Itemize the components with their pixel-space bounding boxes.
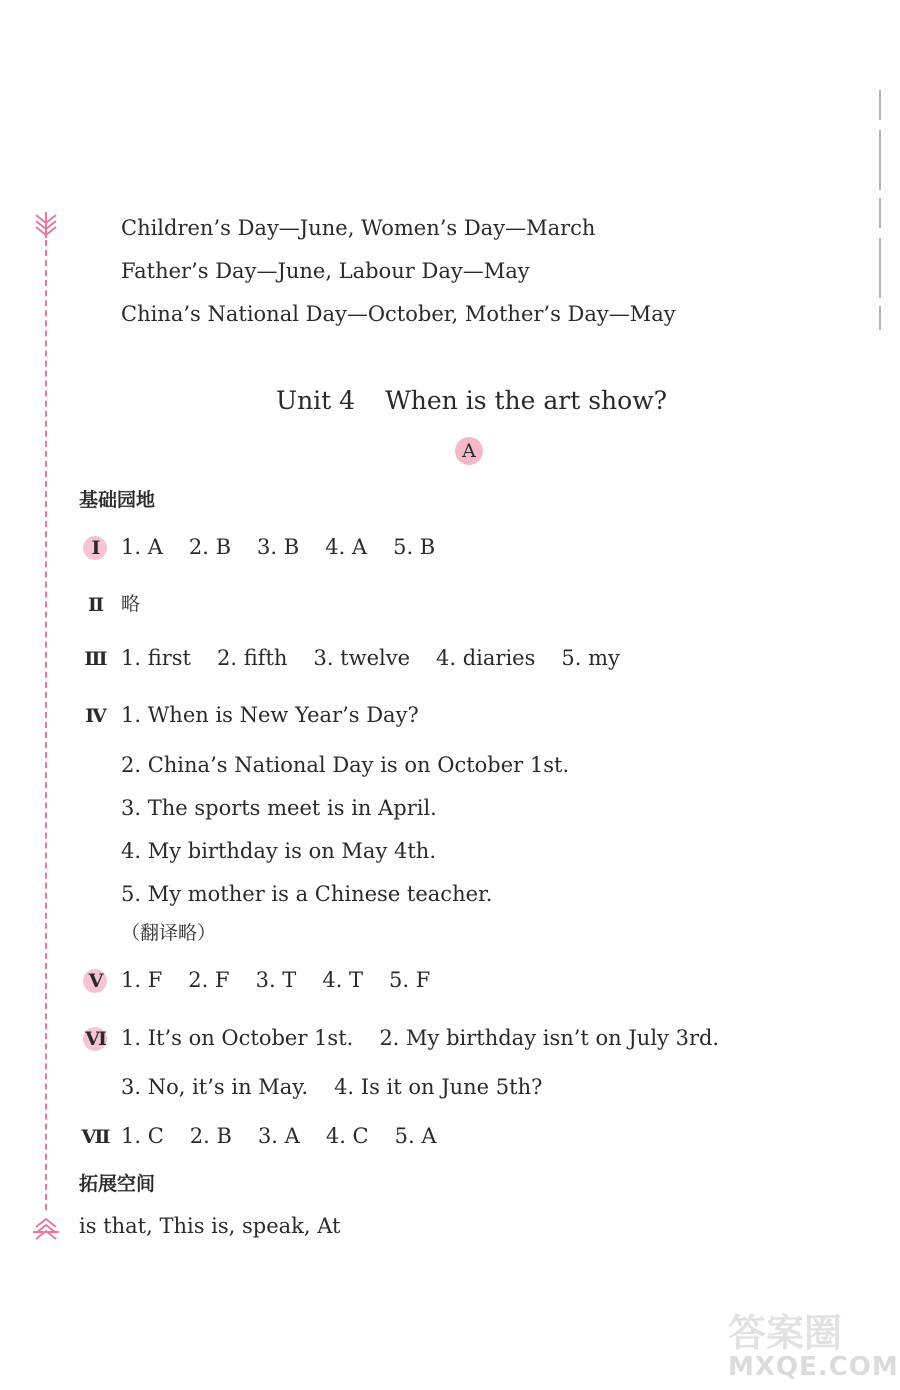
answer-item: 1. It’s on October 1st. [121, 1026, 354, 1050]
roman-numeral: Ⅳ [85, 705, 107, 727]
section-heading-extension: 拓展空间 [79, 1173, 156, 1195]
answer-item: 2. F [188, 968, 230, 992]
answer-line: 3. The sports meet is in April. [121, 796, 437, 820]
answer-item: 2. B [188, 535, 232, 559]
roman-numeral: Ⅰ [91, 537, 101, 559]
question-marker [81, 591, 111, 619]
answer-line: 4. My birthday is on May 4th. [121, 839, 436, 863]
unit-label: Unit 4 [276, 386, 356, 415]
section-heading-basic: 基础园地 [79, 489, 156, 511]
answer-item: 3. B [257, 535, 300, 559]
roman-numeral: Ⅶ [81, 1126, 111, 1148]
answer-item: 5. my [561, 646, 620, 670]
answer-item: 5. B [393, 535, 436, 559]
answer-row [121, 537, 435, 558]
answer-line: 5. My mother is a Chinese teacher. [121, 882, 493, 906]
answer-item: 1. A [121, 535, 163, 559]
answer-row [121, 648, 620, 669]
page-edge-mark [878, 90, 882, 330]
answer-line: 1. When is New Year’s Day? [121, 703, 419, 727]
answer-item: 1. first [121, 646, 191, 670]
answer-line: Children’s Day—June, Women’s Day—March [121, 216, 596, 240]
answer-item: 2. fifth [216, 646, 288, 670]
answer-item: 3. T [255, 968, 297, 992]
answer-item: 4. diaries [436, 646, 536, 670]
answer-item: 2. B [189, 1124, 232, 1148]
level-badge: A [455, 437, 483, 465]
question-marker [81, 702, 111, 730]
answer-line: 略 [121, 593, 141, 615]
roman-numeral: Ⅱ [87, 594, 104, 616]
watermark-logo [722, 1298, 899, 1388]
answer-row [121, 1028, 719, 1049]
margin-dashed-line [45, 240, 47, 1210]
question-marker [81, 967, 111, 995]
translation-note: （翻译略） [121, 922, 217, 944]
arrow-ornament-icon [33, 1216, 59, 1242]
answer-row [121, 970, 430, 991]
answer-item: 5. F [389, 968, 431, 992]
roman-numeral: Ⅵ [85, 1028, 107, 1050]
answer-item: 4. Is it on June 5th? [334, 1075, 543, 1099]
answer-item: 1. F [121, 968, 163, 992]
answer-row [121, 1126, 437, 1147]
answer-item: 4. A [325, 535, 368, 559]
question-marker [81, 534, 111, 562]
roman-numeral: Ⅴ [88, 970, 104, 992]
answer-item: 3. No, it’s in May. [121, 1075, 309, 1099]
answer-line: China’s National Day—October, Mother’s Day—May [121, 302, 676, 326]
extension-answer: is that, This is, speak, At [79, 1214, 341, 1238]
roman-numeral: Ⅲ [84, 648, 108, 670]
answer-item: 4. C [325, 1124, 369, 1148]
unit-title [276, 388, 667, 413]
arrow-ornament-icon [33, 212, 59, 238]
answer-item: 4. T [322, 968, 364, 992]
question-marker [81, 1025, 111, 1053]
unit-name: When is the art show? [385, 386, 668, 415]
answer-line: 2. China’s National Day is on October 1st. [121, 753, 570, 777]
watermark-cn-text: 答案圈 [728, 1311, 843, 1355]
question-marker [81, 1123, 111, 1151]
question-marker [81, 645, 111, 673]
answer-item: 5. A [394, 1124, 437, 1148]
answer-item: 3. twelve [313, 646, 411, 670]
answer-item: 2. My birthday isn’t on July 3rd. [379, 1026, 720, 1050]
answer-line: Father’s Day—June, Labour Day—May [121, 259, 530, 283]
answer-item: 3. A [257, 1124, 300, 1148]
watermark-url-text: MXQE.COM [728, 1352, 899, 1382]
answer-item: 1. C [121, 1124, 164, 1148]
answer-row [121, 1077, 542, 1098]
